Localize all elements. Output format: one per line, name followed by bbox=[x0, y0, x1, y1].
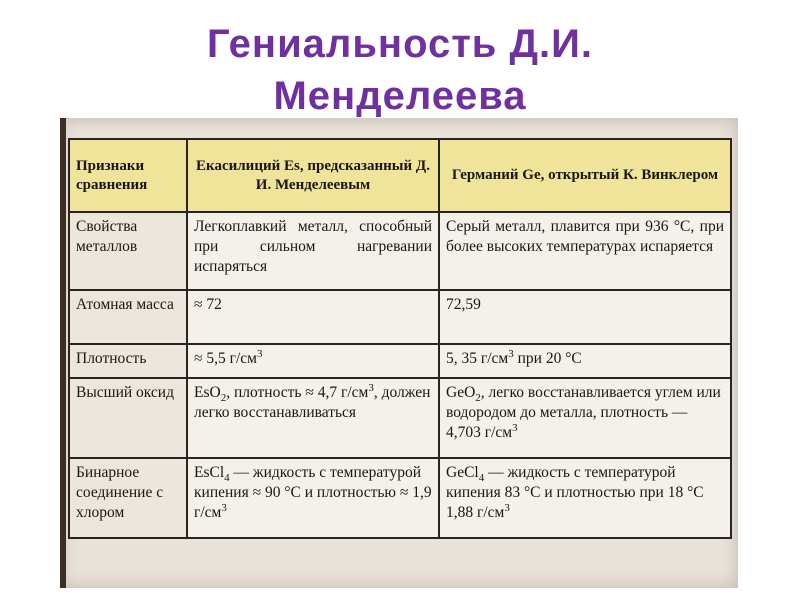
title-line-1: Гениальность Д.И. bbox=[207, 22, 593, 66]
value-text: 5, 35 г/см bbox=[446, 350, 509, 367]
superscript: 3 bbox=[221, 501, 227, 514]
value-text: — жидкость с температурой кипения ≈ 90 °С и плотностью ≈ 1,9 г/см bbox=[194, 464, 432, 521]
slide-title bbox=[0, 18, 800, 122]
value-text: при 20 °С bbox=[513, 350, 582, 367]
germanium-value: 72,59 bbox=[439, 290, 731, 344]
germanium-value bbox=[439, 344, 731, 378]
comparison-table bbox=[68, 138, 732, 539]
header-criteria: Признаки сравнения bbox=[69, 139, 187, 212]
ekasilicon-value: Легкоплавкий металл, способный при сильном нагревании испаряться bbox=[187, 212, 439, 290]
table-header-row bbox=[69, 139, 731, 212]
superscript: 3 bbox=[368, 381, 374, 394]
table-row bbox=[69, 212, 731, 290]
ekasilicon-value bbox=[187, 458, 439, 538]
germanium-value: Серый металл, плавится при 936 °С, при более высоких температурах испаряется bbox=[439, 212, 731, 290]
row-label: Бинарное соединение с хлором bbox=[69, 458, 187, 538]
ekasilicon-value bbox=[187, 378, 439, 458]
value-text: GeO bbox=[446, 384, 476, 401]
superscript: 3 bbox=[508, 347, 514, 360]
ekasilicon-value bbox=[187, 344, 439, 378]
subscript: 4 bbox=[478, 472, 485, 485]
row-label: Атомная масса bbox=[69, 290, 187, 344]
table-row bbox=[69, 344, 731, 378]
row-label: Высший оксид bbox=[69, 378, 187, 458]
table-row bbox=[69, 458, 731, 538]
table-row bbox=[69, 290, 731, 344]
subscript: 2 bbox=[475, 392, 481, 405]
subscript: 2 bbox=[220, 392, 227, 405]
value-text: GeCl bbox=[446, 464, 479, 481]
row-label: Плотность bbox=[69, 344, 187, 378]
header-germanium: Германий Ge, открытый К. Винклером bbox=[439, 139, 731, 212]
table-row bbox=[69, 378, 731, 458]
scanned-page-edge bbox=[60, 118, 66, 588]
value-text: EsCl bbox=[194, 464, 225, 481]
germanium-value bbox=[439, 378, 731, 458]
header-ekasilicon: Екасилиций Es, предсказанный Д. И. Менделеевым bbox=[187, 139, 439, 212]
title-line-2: Менделеева bbox=[273, 74, 527, 118]
superscript: 3 bbox=[256, 347, 263, 360]
superscript: 3 bbox=[504, 501, 510, 514]
ekasilicon-value: ≈ 72 bbox=[187, 290, 439, 344]
value-text: EsO bbox=[194, 384, 221, 401]
germanium-value bbox=[439, 458, 731, 538]
superscript: 3 bbox=[512, 421, 518, 434]
value-text: ≈ 5,5 г/см bbox=[194, 350, 257, 367]
value-text: , легко восстанавливается углем или водородом до металла, плотность — 4,703 г/см bbox=[446, 384, 721, 441]
subscript: 4 bbox=[224, 472, 230, 485]
row-label: Свойства металлов bbox=[69, 212, 187, 290]
value-text: — жидкость с температурой кипения 83 °С и плотностью при 18 °С 1,88 г/см bbox=[446, 464, 704, 521]
value-text: , должен легко восстанавливаться bbox=[194, 384, 431, 421]
value-text: , плотность ≈ 4,7 г/см bbox=[226, 384, 369, 401]
